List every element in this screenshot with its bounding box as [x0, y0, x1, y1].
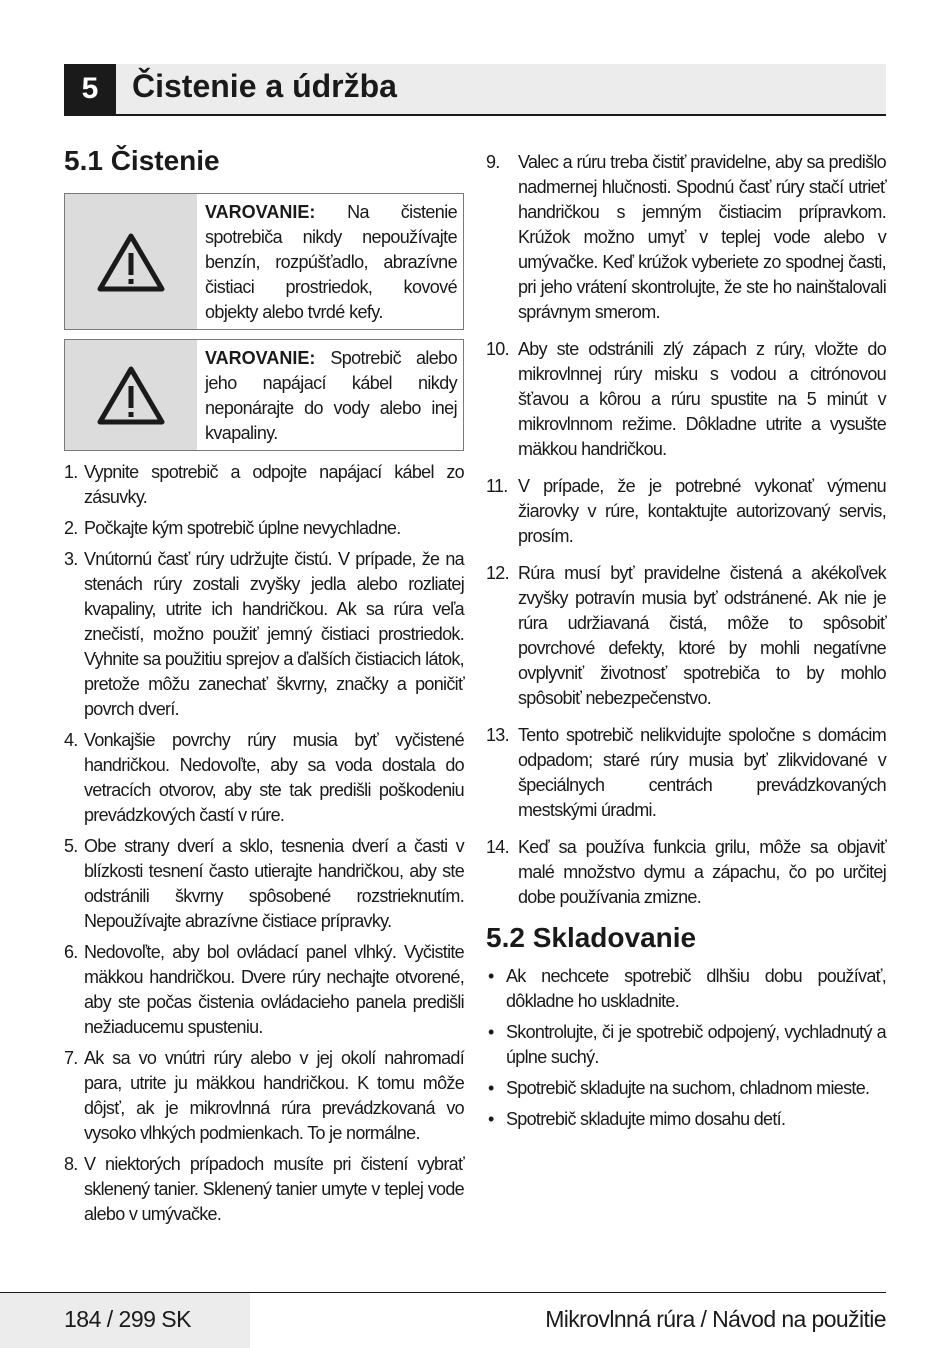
page-number: 184 / 299 SK — [64, 1306, 191, 1332]
left-column — [64, 145, 464, 1233]
warning-text — [197, 340, 463, 450]
warning-message: Spotrebič alebo jeho napájací kábel nikdy neponárajte do vody alebo inej kvapaliny. — [205, 348, 457, 443]
bullet-text: Spotrebič skladujte mimo dosahu detí. — [506, 1109, 786, 1129]
step-text: Ak sa vo vnútri rúry alebo v jej okolí nahromadí para, utrite ju mäkkou handričkou. K tomu môže dôjsť, ak je mikrovlnná rúra prevádzkovaná vo vysoko vlhkých podmienkach. To je normálne. — [84, 1048, 464, 1143]
warning-triangle-icon — [65, 194, 197, 329]
step-number: 5. — [64, 836, 78, 856]
step-number: 8. — [64, 1154, 78, 1174]
step-text: Nedovoľte, aby bol ovládací panel vlhký. Vyčistite mäkkou handričkou. Dvere rúry nechajte otvorené, aby ste počas čistenia ovládacieho panela predišli nežiaducemu spusteniu. — [84, 942, 464, 1037]
chapter-header — [64, 64, 886, 116]
list-item — [64, 1152, 464, 1227]
warning-triangle-icon — [65, 340, 197, 450]
list-item — [486, 561, 886, 711]
list-item — [64, 728, 464, 828]
cleaning-steps-list — [64, 460, 464, 1227]
list-item — [64, 940, 464, 1040]
step-text: Keď sa používa funkcia grilu, môže sa objaviť malé množstvo dymu a zápachu, čo po určitej dobe používania zmizne. — [518, 837, 886, 907]
step-text: Počkajte kým spotrebič úplne nevychladne. — [84, 518, 401, 538]
step-text: Vonkajšie povrchy rúry musia byť vyčistené handričkou. Nedovoľte, aby sa voda dostala do vetracích otvorov, aby ste tak predišli poškodeniu prevádzkových častí v rúre. — [84, 730, 464, 825]
step-number: 14. — [486, 837, 509, 857]
bullet-text: Spotrebič skladujte na suchom, chladnom mieste. — [506, 1078, 870, 1098]
list-item — [486, 1076, 886, 1101]
list-item — [64, 460, 464, 510]
warning-box — [64, 193, 464, 330]
warning-message: Na čistenie spotrebiča nikdy nepoužívajte benzín, rozpúšťadlo, abrazívne čistiaci prostriedok, kovové objekty alebo tvrdé kefy. — [205, 202, 457, 322]
bullet-text: Ak nechcete spotrebič dlhšiu dobu používať, dôkladne ho uskladnite. — [506, 966, 886, 1011]
step-number: 10. — [486, 339, 509, 359]
cleaning-steps-list-continued — [486, 150, 886, 910]
step-number: 12. — [486, 563, 509, 583]
step-text: Tento spotrebič nelikvidujte spoločne s domácim odpadom; staré rúry musia byť zlikvidované v špeciálnych centrách prevádzkovaných mestskými úradmi. — [518, 725, 886, 820]
list-item — [64, 547, 464, 722]
step-number: 9. — [486, 152, 500, 172]
step-text: Aby ste odstránili zlý zápach z rúry, vložte do mikrovlnnej rúry misku s vodou a citrónovou šťavou a kôrou a rúru spustite na 5 minút v mikrovlnnom režime. Dôkladne utrite a vysušte mäkkou handričkou. — [518, 339, 886, 459]
warning-label: VAROVANIE: — [205, 348, 316, 368]
step-number: 11. — [486, 476, 508, 496]
chapter-title: Čistenie a údržba — [132, 68, 397, 104]
list-item — [64, 516, 464, 541]
bullet-dot: • — [488, 1022, 494, 1042]
list-item — [486, 150, 886, 325]
document-title: Mikrovlnná rúra / Návod na použitie — [545, 1306, 886, 1332]
list-item — [486, 1020, 886, 1070]
bullet-dot: • — [488, 966, 494, 986]
step-number: 1. — [64, 462, 78, 482]
warning-text — [197, 194, 463, 329]
warning-box — [64, 339, 464, 451]
list-item — [486, 1107, 886, 1132]
step-number: 2. — [64, 518, 78, 538]
storage-bullets-list — [486, 964, 886, 1132]
list-item — [486, 723, 886, 823]
bullet-dot: • — [488, 1109, 494, 1129]
step-text: Vnútornú časť rúry udržujte čistú. V prípade, že na stenách rúry zostali zvyšky jedla alebo rozliatej kvapaliny, utrite ich handričkou. Ak sa rúra veľa znečistí, možno použiť jemný čistiaci prostriedok. Vyhnite sa použitiu sprejov a ďalších čistiacich látok, pretože môžu zanechať škvrny, značky a poničiť povrch dverí. — [84, 549, 464, 719]
chapter-number: 5 — [64, 64, 116, 114]
step-text: Vypnite spotrebič a odpojte napájací kábel zo zásuvky. — [84, 462, 464, 507]
list-item — [486, 474, 886, 549]
step-number: 6. — [64, 942, 78, 962]
step-number: 4. — [64, 730, 78, 750]
step-text: Obe strany dverí a sklo, tesnenia dverí a časti v blízkosti tesnení často utierajte handričkou, aby ste odstránili škvrny spôsobené rozstrieknutím. Nepoužívajte abrazívne čistiace prípravky. — [84, 836, 464, 931]
list-item — [486, 964, 886, 1014]
step-text: V prípade, že je potrebné vykonať výmenu žiarovky v rúre, kontaktujte autorizovaný servis, prosím. — [518, 476, 886, 546]
list-item — [64, 834, 464, 934]
bullet-text: Skontrolujte, či je spotrebič odpojený, vychladnutý a úplne suchý. — [506, 1022, 886, 1067]
list-item — [64, 1046, 464, 1146]
bullet-dot: • — [488, 1078, 494, 1098]
section-title-storage: 5.2 Skladovanie — [486, 922, 697, 953]
right-column — [486, 150, 886, 1138]
step-text: Rúra musí byť pravidelne čistená a akékoľvek zvyšky potravín musia byť odstránené. Ak nie je rúra udržiavaná čistá, môže to spôsobiť povrchové defekty, ktoré by mohli negatívne ovplyvniť životnosť spotrebiča to by mohlo spôsobiť nebezpečenstvo. — [518, 563, 886, 708]
step-number: 3. — [64, 549, 78, 569]
list-item — [486, 835, 886, 910]
step-number: 7. — [64, 1048, 78, 1068]
step-text: Valec a rúru treba čistiť pravidelne, aby sa predišlo nadmernej hlučnosti. Spodnú časť rúry stačí utrieť handričkou s jemným čistiacim prípravkom. Krúžok možno umyť v teplej vode alebo v umývačke. Keď krúžok vyberiete zo spodnej časti, pri jeho vrátení skontrolujte, že ste ho nainštalovali správnym smerom. — [518, 152, 886, 322]
section-title-cleaning: 5.1 Čistenie — [64, 145, 220, 176]
step-text: V niektorých prípadoch musíte pri čistení vybrať sklenený tanier. Sklenený tanier umyte v teplej vode alebo v umývačke. — [84, 1154, 464, 1224]
step-number: 13. — [486, 725, 509, 745]
list-item — [486, 337, 886, 462]
warning-label: VAROVANIE: — [205, 202, 316, 222]
